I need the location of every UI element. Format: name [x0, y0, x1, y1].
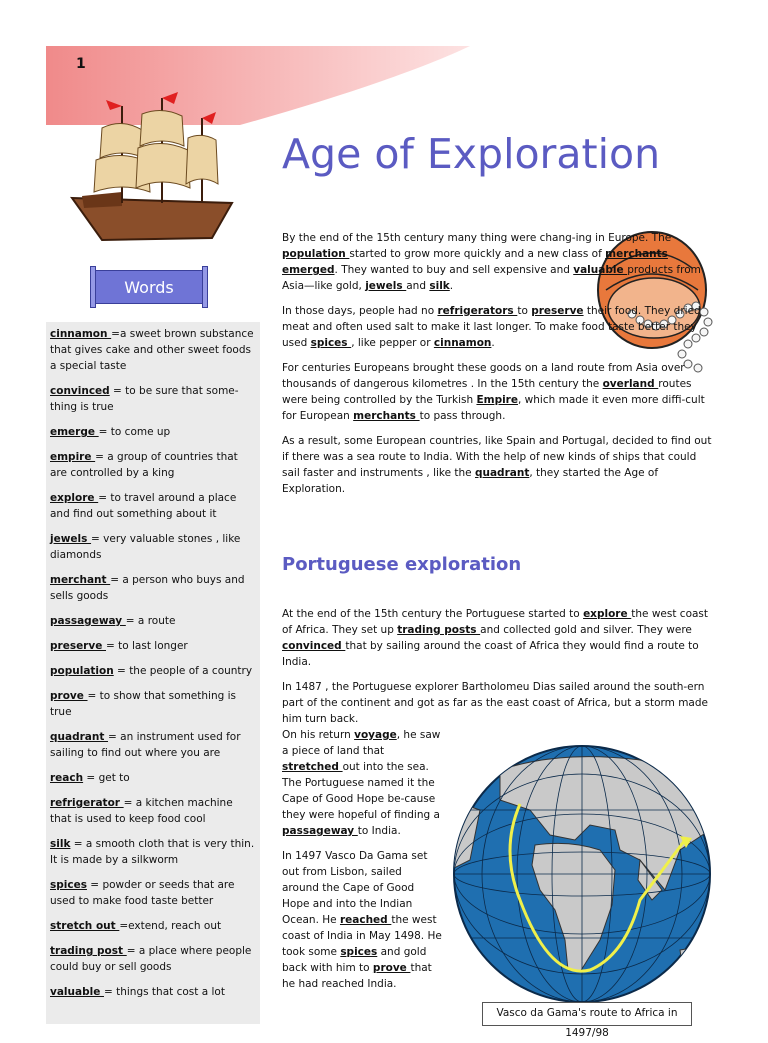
glossary-term: quadrant: [50, 731, 109, 743]
glossary-term: empire: [50, 451, 96, 463]
vocab-word: prove: [372, 962, 411, 974]
vocab-word: quadrant: [474, 467, 530, 479]
text: .: [449, 280, 454, 292]
paragraph-3: [282, 360, 712, 424]
glossary-item: [50, 531, 256, 563]
glossary-term: prove: [50, 690, 88, 702]
vocab-word: merchants emerged: [282, 248, 668, 276]
text: out into the sea. The Portuguese named it the Cape of Good Hope be-cause they were hopeful of finding a: [282, 761, 440, 821]
glossary-term: emerge: [50, 426, 99, 438]
glossary-term: silk: [50, 838, 71, 850]
vocab-word: jewels: [365, 280, 407, 292]
text: routes were being controlled by the Turkish: [282, 378, 692, 406]
glossary-def: = a group of countries that are controlled by a king: [50, 451, 238, 479]
paragraph-8: [282, 848, 442, 992]
words-label: Words: [94, 270, 204, 304]
glossary-item: [50, 836, 256, 868]
vocab-word: explore: [583, 608, 632, 620]
vocab-word: merchants: [353, 410, 420, 422]
vocab-word: reached: [339, 914, 392, 926]
vocab-word: valuable: [573, 264, 628, 276]
glossary-term: jewels: [50, 533, 92, 545]
vocab-word: cinnamon: [433, 337, 492, 349]
glossary-item: [50, 918, 256, 934]
glossary-item: [50, 688, 256, 720]
glossary-term: valuable: [50, 986, 104, 998]
text: In 1487 , the Portuguese explorer Bartholomeu Dias sailed around the south-ern part of the continent and got as far as the east coast of Africa, but a storm made him turn back.: [282, 681, 708, 725]
text: and: [406, 280, 430, 292]
glossary-def: =extend, reach out: [119, 920, 222, 932]
glossary-item: [50, 877, 256, 909]
glossary-def: = powder or seeds that are used to make food taste better: [50, 879, 235, 907]
globe-route-map: [440, 740, 724, 1004]
text: In 1497 Vasco Da Gama set out from Lisbon, sailed around the Cape of Good Hope and into the Indian Ocean. He: [282, 850, 428, 926]
glossary-item: [50, 770, 256, 786]
glossary-term: trading post: [50, 945, 127, 957]
text: .: [491, 337, 495, 349]
page-title: Age of Exploration: [282, 130, 661, 178]
glossary-def: = to show that something is true: [50, 690, 236, 718]
page-number: 1: [76, 56, 86, 72]
glossary-term: convinced: [50, 385, 110, 397]
glossary-sidebar: [46, 322, 260, 1024]
map-caption: Vasco da Gama's route to Africa in 1497/98: [482, 1002, 692, 1026]
text: . They wanted to buy and sell expensive and: [334, 264, 574, 276]
text: to: [517, 305, 532, 317]
vocab-word: refrigerators: [437, 305, 518, 317]
glossary-item: [50, 795, 256, 827]
text: For centuries Europeans brought these goods on a land route from Asia over thousands of dangerous kilometres . In the 15th century the: [282, 362, 685, 390]
glossary-term: spices: [50, 879, 87, 891]
vocab-word: population: [282, 248, 350, 260]
paragraph-5: [282, 606, 712, 670]
glossary-term: explore: [50, 492, 99, 504]
glossary-term: preserve: [50, 640, 106, 652]
glossary-item: [50, 490, 256, 522]
glossary-item: [50, 326, 256, 374]
vocab-word: trading posts: [397, 624, 481, 636]
vocab-word: passageway: [282, 825, 358, 837]
glossary-def: = a person who buys and sells goods: [50, 574, 245, 602]
glossary-def: = a smooth cloth that is very thin. It is made by a silkworm: [50, 838, 255, 866]
glossary-term: population: [50, 665, 114, 677]
article-intro: [282, 230, 712, 506]
paragraph-6: [282, 679, 712, 727]
section-heading: Portuguese exploration: [282, 554, 522, 575]
vocab-word: preserve: [531, 305, 584, 317]
glossary-def: = to travel around a place and find out something about it: [50, 492, 237, 520]
glossary-term: refrigerator: [50, 797, 124, 809]
text: that by sailing around the coast of Africa they would find a route to India.: [282, 640, 699, 668]
glossary-def: = an instrument used for sailing to find out where you are: [50, 731, 241, 759]
text: the west coast of Africa. They set up: [282, 608, 709, 636]
text: started to grow more quickly and a new class of: [349, 248, 606, 260]
text: , they started the Age of Exploration.: [282, 467, 659, 495]
text: and collected gold and silver. They were: [480, 624, 692, 636]
vocab-word: convinced: [282, 640, 346, 652]
text: to pass through.: [419, 410, 506, 422]
glossary-item: [50, 943, 256, 975]
glossary-def: = a place where people could buy or sell goods: [50, 945, 252, 973]
text: , he saw a piece of land that: [282, 729, 441, 757]
vocab-word: spices: [310, 337, 352, 349]
text: As a result, some European countries, like Spain and Portugal, decided to find out if there was a sea route to India. With the help of new kinds of ships that could sail faster and instruments , like the: [282, 435, 712, 479]
glossary-item: [50, 663, 256, 679]
text: By the end of the 15th century many thing were chang-ing in Europe. The: [282, 232, 672, 244]
vocab-word: voyage: [354, 729, 397, 741]
glossary-item: [50, 572, 256, 604]
paragraph-2: [282, 303, 712, 351]
glossary-item: [50, 613, 256, 629]
glossary-item: [50, 984, 256, 1000]
glossary-def: = to come up: [98, 426, 171, 438]
vocab-word: silk: [429, 280, 450, 292]
glossary-term: stretch out: [50, 920, 120, 932]
glossary-item: [50, 383, 256, 415]
vocab-word: overland: [602, 378, 659, 390]
glossary-term: reach: [50, 772, 84, 784]
text: On his return: [282, 729, 355, 741]
glossary-term: merchant: [50, 574, 111, 586]
glossary-item: [50, 729, 256, 761]
glossary-item: [50, 638, 256, 654]
text: their food. They dried meat and often used salt to make it last longer. To make food taste better they used: [282, 305, 701, 349]
text: and gold back with him to: [282, 946, 427, 974]
glossary-def: = to be sure that some-thing is true: [50, 385, 239, 413]
text: In those days, people had no: [282, 305, 438, 317]
paragraph-7: [282, 727, 442, 839]
vocab-word: spices: [340, 946, 378, 958]
text: products from Asia—like gold,: [282, 264, 701, 292]
glossary-list: [46, 322, 260, 1000]
glossary-def: = the people of a country: [113, 665, 253, 677]
vocab-word: stretched: [282, 761, 343, 773]
glossary-term: passageway: [50, 615, 126, 627]
text: At the end of the 15th century the Portuguese started to: [282, 608, 584, 620]
glossary-def: = very valuable stones , like diamonds: [50, 533, 241, 561]
text: , like pepper or: [351, 337, 434, 349]
glossary-def: = get to: [83, 772, 130, 784]
text: , which made it even more diffi-cult for European: [282, 394, 705, 422]
glossary-def: = a kitchen machine that is used to keep food cool: [50, 797, 233, 825]
paragraph-4: [282, 433, 712, 497]
text: to India.: [357, 825, 401, 837]
text: the west coast of India in May 1498. He took some: [282, 914, 442, 958]
paragraph-1: [282, 230, 712, 294]
text: that he had reached India.: [282, 962, 432, 990]
glossary-term: cinnamon: [50, 328, 112, 340]
glossary-def: = to last longer: [106, 640, 188, 652]
glossary-def: =a sweet brown substance that gives cake and other sweet foods a special taste: [50, 328, 254, 372]
ship-icon: [62, 88, 242, 258]
glossary-def: = a route: [125, 615, 176, 627]
glossary-def: = things that cost a lot: [103, 986, 225, 998]
glossary-item: [50, 424, 256, 440]
vocab-word: Empire: [476, 394, 518, 406]
glossary-item: [50, 449, 256, 481]
